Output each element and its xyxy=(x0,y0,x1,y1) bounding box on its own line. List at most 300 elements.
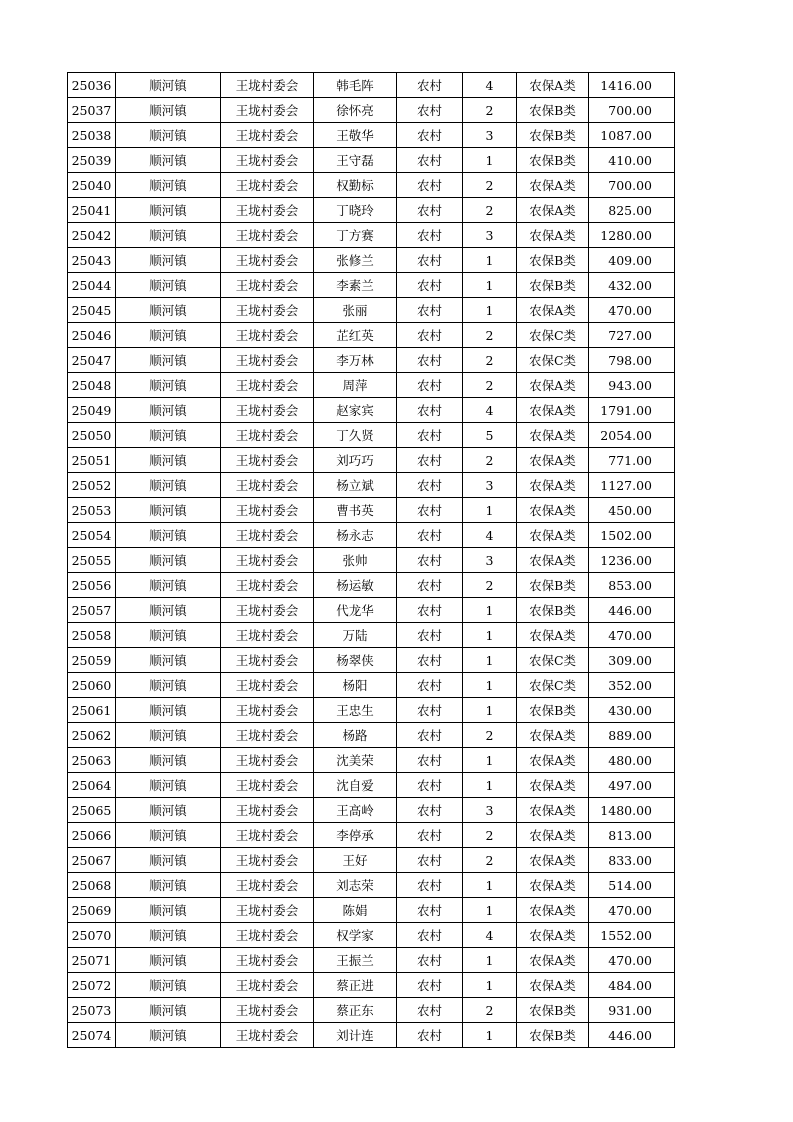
person-name-cell: 徐怀亮 xyxy=(314,98,397,123)
table-row xyxy=(68,648,675,673)
table-row xyxy=(68,123,675,148)
household-count-cell: 2 xyxy=(463,173,517,198)
insurance-category-cell: 农保A类 xyxy=(517,848,589,873)
town-cell: 顺河镇 xyxy=(116,598,221,623)
table-row xyxy=(68,773,675,798)
person-name-cell: 张帅 xyxy=(314,548,397,573)
amount-cell: 432.00 xyxy=(589,273,675,298)
record-id-cell: 25053 xyxy=(68,498,116,523)
area-type-cell: 农村 xyxy=(397,298,463,323)
insurance-category-cell: 农保A类 xyxy=(517,823,589,848)
amount-cell: 470.00 xyxy=(589,623,675,648)
person-name-cell: 刘志荣 xyxy=(314,873,397,898)
area-type-cell: 农村 xyxy=(397,523,463,548)
insurance-category-cell: 农保B类 xyxy=(517,698,589,723)
village-committee-cell: 王垅村委会 xyxy=(221,423,314,448)
household-count-cell: 2 xyxy=(463,348,517,373)
record-id-cell: 25057 xyxy=(68,598,116,623)
town-cell: 顺河镇 xyxy=(116,523,221,548)
household-count-cell: 2 xyxy=(463,848,517,873)
town-cell: 顺河镇 xyxy=(116,848,221,873)
village-committee-cell: 王垅村委会 xyxy=(221,673,314,698)
town-cell: 顺河镇 xyxy=(116,448,221,473)
town-cell: 顺河镇 xyxy=(116,998,221,1023)
person-name-cell: 刘巧巧 xyxy=(314,448,397,473)
table-row xyxy=(68,923,675,948)
area-type-cell: 农村 xyxy=(397,623,463,648)
insurance-category-cell: 农保B类 xyxy=(517,273,589,298)
village-committee-cell: 王垅村委会 xyxy=(221,373,314,398)
insurance-category-cell: 农保A类 xyxy=(517,548,589,573)
town-cell: 顺河镇 xyxy=(116,898,221,923)
record-id-cell: 25049 xyxy=(68,398,116,423)
insurance-category-cell: 农保A类 xyxy=(517,423,589,448)
amount-cell: 825.00 xyxy=(589,198,675,223)
village-committee-cell: 王垅村委会 xyxy=(221,998,314,1023)
record-id-cell: 25042 xyxy=(68,223,116,248)
table-row xyxy=(68,998,675,1023)
town-cell: 顺河镇 xyxy=(116,798,221,823)
insurance-category-cell: 农保B类 xyxy=(517,123,589,148)
area-type-cell: 农村 xyxy=(397,798,463,823)
household-count-cell: 4 xyxy=(463,73,517,98)
village-committee-cell: 王垅村委会 xyxy=(221,198,314,223)
record-id-cell: 25043 xyxy=(68,248,116,273)
village-committee-cell: 王垅村委会 xyxy=(221,973,314,998)
village-committee-cell: 王垅村委会 xyxy=(221,948,314,973)
amount-cell: 1416.00 xyxy=(589,73,675,98)
town-cell: 顺河镇 xyxy=(116,123,221,148)
insurance-category-cell: 农保A类 xyxy=(517,923,589,948)
table-row xyxy=(68,798,675,823)
insurance-category-cell: 农保B类 xyxy=(517,998,589,1023)
village-committee-cell: 王垅村委会 xyxy=(221,773,314,798)
area-type-cell: 农村 xyxy=(397,223,463,248)
table-row xyxy=(68,623,675,648)
person-name-cell: 王忠生 xyxy=(314,698,397,723)
town-cell: 顺河镇 xyxy=(116,873,221,898)
person-name-cell: 芷红英 xyxy=(314,323,397,348)
record-id-cell: 25046 xyxy=(68,323,116,348)
amount-cell: 309.00 xyxy=(589,648,675,673)
record-id-cell: 25067 xyxy=(68,848,116,873)
area-type-cell: 农村 xyxy=(397,348,463,373)
insurance-category-cell: 农保B类 xyxy=(517,598,589,623)
insurance-category-cell: 农保B类 xyxy=(517,573,589,598)
town-cell: 顺河镇 xyxy=(116,948,221,973)
area-type-cell: 农村 xyxy=(397,173,463,198)
record-id-cell: 25068 xyxy=(68,873,116,898)
record-id-cell: 25052 xyxy=(68,473,116,498)
table-row xyxy=(68,973,675,998)
town-cell: 顺河镇 xyxy=(116,198,221,223)
village-committee-cell: 王垅村委会 xyxy=(221,873,314,898)
amount-cell: 771.00 xyxy=(589,448,675,473)
area-type-cell: 农村 xyxy=(397,648,463,673)
village-committee-cell: 王垅村委会 xyxy=(221,723,314,748)
table-row xyxy=(68,523,675,548)
town-cell: 顺河镇 xyxy=(116,548,221,573)
household-count-cell: 3 xyxy=(463,798,517,823)
area-type-cell: 农村 xyxy=(397,498,463,523)
household-count-cell: 2 xyxy=(463,98,517,123)
household-count-cell: 3 xyxy=(463,548,517,573)
insurance-category-cell: 农保A类 xyxy=(517,723,589,748)
town-cell: 顺河镇 xyxy=(116,498,221,523)
person-name-cell: 杨运敏 xyxy=(314,573,397,598)
record-id-cell: 25066 xyxy=(68,823,116,848)
amount-cell: 727.00 xyxy=(589,323,675,348)
person-name-cell: 代龙华 xyxy=(314,598,397,623)
person-name-cell: 王敬华 xyxy=(314,123,397,148)
household-count-cell: 2 xyxy=(463,323,517,348)
amount-cell: 470.00 xyxy=(589,298,675,323)
table-row xyxy=(68,448,675,473)
household-count-cell: 4 xyxy=(463,523,517,548)
amount-cell: 931.00 xyxy=(589,998,675,1023)
table-row xyxy=(68,398,675,423)
village-committee-cell: 王垅村委会 xyxy=(221,573,314,598)
household-count-cell: 1 xyxy=(463,773,517,798)
household-count-cell: 2 xyxy=(463,723,517,748)
table-row xyxy=(68,548,675,573)
amount-cell: 813.00 xyxy=(589,823,675,848)
table-row xyxy=(68,898,675,923)
area-type-cell: 农村 xyxy=(397,323,463,348)
person-name-cell: 周萍 xyxy=(314,373,397,398)
record-id-cell: 25055 xyxy=(68,548,116,573)
table-body xyxy=(68,73,675,1048)
table-row xyxy=(68,98,675,123)
person-name-cell: 王好 xyxy=(314,848,397,873)
insurance-category-cell: 农保A类 xyxy=(517,873,589,898)
household-count-cell: 2 xyxy=(463,573,517,598)
table-row xyxy=(68,373,675,398)
area-type-cell: 农村 xyxy=(397,148,463,173)
amount-cell: 514.00 xyxy=(589,873,675,898)
person-name-cell: 蔡正进 xyxy=(314,973,397,998)
insurance-category-cell: 农保A类 xyxy=(517,948,589,973)
record-id-cell: 25041 xyxy=(68,198,116,223)
town-cell: 顺河镇 xyxy=(116,223,221,248)
table-row xyxy=(68,873,675,898)
village-committee-cell: 王垅村委会 xyxy=(221,698,314,723)
table-row xyxy=(68,423,675,448)
record-id-cell: 25036 xyxy=(68,73,116,98)
household-count-cell: 1 xyxy=(463,873,517,898)
table-row xyxy=(68,698,675,723)
insurance-category-cell: 农保A类 xyxy=(517,173,589,198)
household-count-cell: 1 xyxy=(463,498,517,523)
area-type-cell: 农村 xyxy=(397,898,463,923)
insurance-category-cell: 农保A类 xyxy=(517,473,589,498)
table-row xyxy=(68,598,675,623)
town-cell: 顺河镇 xyxy=(116,148,221,173)
insurance-category-cell: 农保A类 xyxy=(517,623,589,648)
village-committee-cell: 王垅村委会 xyxy=(221,398,314,423)
household-count-cell: 3 xyxy=(463,123,517,148)
record-id-cell: 25065 xyxy=(68,798,116,823)
record-id-cell: 25073 xyxy=(68,998,116,1023)
table-row xyxy=(68,573,675,598)
person-name-cell: 沈自爱 xyxy=(314,773,397,798)
amount-cell: 1280.00 xyxy=(589,223,675,248)
person-name-cell: 丁晓玲 xyxy=(314,198,397,223)
amount-cell: 700.00 xyxy=(589,173,675,198)
household-count-cell: 1 xyxy=(463,973,517,998)
household-count-cell: 1 xyxy=(463,898,517,923)
insurance-category-cell: 农保C类 xyxy=(517,323,589,348)
household-count-cell: 2 xyxy=(463,448,517,473)
record-id-cell: 25061 xyxy=(68,698,116,723)
village-committee-cell: 王垅村委会 xyxy=(221,548,314,573)
village-committee-cell: 王垅村委会 xyxy=(221,748,314,773)
town-cell: 顺河镇 xyxy=(116,273,221,298)
town-cell: 顺河镇 xyxy=(116,748,221,773)
village-committee-cell: 王垅村委会 xyxy=(221,123,314,148)
record-id-cell: 25054 xyxy=(68,523,116,548)
household-count-cell: 1 xyxy=(463,298,517,323)
amount-cell: 943.00 xyxy=(589,373,675,398)
household-count-cell: 1 xyxy=(463,748,517,773)
insurance-category-cell: 农保A类 xyxy=(517,773,589,798)
record-id-cell: 25044 xyxy=(68,273,116,298)
village-committee-cell: 王垅村委会 xyxy=(221,173,314,198)
town-cell: 顺河镇 xyxy=(116,173,221,198)
household-count-cell: 2 xyxy=(463,998,517,1023)
table-row xyxy=(68,298,675,323)
insurance-category-cell: 农保A类 xyxy=(517,398,589,423)
amount-cell: 1791.00 xyxy=(589,398,675,423)
household-count-cell: 1 xyxy=(463,648,517,673)
area-type-cell: 农村 xyxy=(397,398,463,423)
insurance-category-cell: 农保B类 xyxy=(517,98,589,123)
table-row xyxy=(68,473,675,498)
record-id-cell: 25059 xyxy=(68,648,116,673)
area-type-cell: 农村 xyxy=(397,373,463,398)
household-count-cell: 1 xyxy=(463,1023,517,1048)
amount-cell: 889.00 xyxy=(589,723,675,748)
person-name-cell: 刘计连 xyxy=(314,1023,397,1048)
area-type-cell: 农村 xyxy=(397,848,463,873)
village-committee-cell: 王垅村委会 xyxy=(221,98,314,123)
village-committee-cell: 王垅村委会 xyxy=(221,323,314,348)
town-cell: 顺河镇 xyxy=(116,323,221,348)
town-cell: 顺河镇 xyxy=(116,398,221,423)
record-id-cell: 25064 xyxy=(68,773,116,798)
town-cell: 顺河镇 xyxy=(116,373,221,398)
table-row xyxy=(68,823,675,848)
amount-cell: 497.00 xyxy=(589,773,675,798)
insurance-category-cell: 农保A类 xyxy=(517,748,589,773)
household-count-cell: 3 xyxy=(463,223,517,248)
area-type-cell: 农村 xyxy=(397,748,463,773)
household-count-cell: 3 xyxy=(463,473,517,498)
village-committee-cell: 王垅村委会 xyxy=(221,223,314,248)
insurance-category-cell: 农保A类 xyxy=(517,223,589,248)
amount-cell: 470.00 xyxy=(589,948,675,973)
household-count-cell: 4 xyxy=(463,923,517,948)
insurance-category-cell: 农保B类 xyxy=(517,248,589,273)
area-type-cell: 农村 xyxy=(397,823,463,848)
record-id-cell: 25070 xyxy=(68,923,116,948)
record-id-cell: 25050 xyxy=(68,423,116,448)
person-name-cell: 杨路 xyxy=(314,723,397,748)
town-cell: 顺河镇 xyxy=(116,73,221,98)
household-count-cell: 1 xyxy=(463,273,517,298)
record-id-cell: 25072 xyxy=(68,973,116,998)
record-id-cell: 25045 xyxy=(68,298,116,323)
insurance-category-cell: 农保A类 xyxy=(517,298,589,323)
person-name-cell: 沈美荣 xyxy=(314,748,397,773)
table-row xyxy=(68,348,675,373)
table-row xyxy=(68,848,675,873)
person-name-cell: 王守磊 xyxy=(314,148,397,173)
record-id-cell: 25063 xyxy=(68,748,116,773)
area-type-cell: 农村 xyxy=(397,198,463,223)
record-table xyxy=(67,72,675,1048)
village-committee-cell: 王垅村委会 xyxy=(221,898,314,923)
insurance-category-cell: 农保C类 xyxy=(517,348,589,373)
record-id-cell: 25071 xyxy=(68,948,116,973)
amount-cell: 446.00 xyxy=(589,598,675,623)
record-id-cell: 25062 xyxy=(68,723,116,748)
insurance-category-cell: 农保A类 xyxy=(517,973,589,998)
record-id-cell: 25040 xyxy=(68,173,116,198)
area-type-cell: 农村 xyxy=(397,973,463,998)
amount-cell: 853.00 xyxy=(589,573,675,598)
insurance-category-cell: 农保A类 xyxy=(517,198,589,223)
household-count-cell: 1 xyxy=(463,673,517,698)
record-id-cell: 25037 xyxy=(68,98,116,123)
person-name-cell: 丁方赛 xyxy=(314,223,397,248)
insurance-category-cell: 农保B类 xyxy=(517,1023,589,1048)
amount-cell: 1480.00 xyxy=(589,798,675,823)
person-name-cell: 张修兰 xyxy=(314,248,397,273)
record-id-cell: 25038 xyxy=(68,123,116,148)
table-row xyxy=(68,1023,675,1048)
person-name-cell: 权勤标 xyxy=(314,173,397,198)
table-row xyxy=(68,323,675,348)
amount-cell: 410.00 xyxy=(589,148,675,173)
household-count-cell: 1 xyxy=(463,148,517,173)
person-name-cell: 李万林 xyxy=(314,348,397,373)
person-name-cell: 万陆 xyxy=(314,623,397,648)
area-type-cell: 农村 xyxy=(397,923,463,948)
table-row xyxy=(68,723,675,748)
area-type-cell: 农村 xyxy=(397,723,463,748)
area-type-cell: 农村 xyxy=(397,873,463,898)
village-committee-cell: 王垅村委会 xyxy=(221,448,314,473)
person-name-cell: 韩毛阵 xyxy=(314,73,397,98)
table-row xyxy=(68,673,675,698)
town-cell: 顺河镇 xyxy=(116,973,221,998)
amount-cell: 833.00 xyxy=(589,848,675,873)
household-count-cell: 1 xyxy=(463,948,517,973)
table-row xyxy=(68,948,675,973)
town-cell: 顺河镇 xyxy=(116,98,221,123)
town-cell: 顺河镇 xyxy=(116,248,221,273)
person-name-cell: 丁久贤 xyxy=(314,423,397,448)
town-cell: 顺河镇 xyxy=(116,673,221,698)
table-row xyxy=(68,223,675,248)
person-name-cell: 蔡正东 xyxy=(314,998,397,1023)
town-cell: 顺河镇 xyxy=(116,298,221,323)
person-name-cell: 陈娟 xyxy=(314,898,397,923)
area-type-cell: 农村 xyxy=(397,123,463,148)
town-cell: 顺河镇 xyxy=(116,348,221,373)
area-type-cell: 农村 xyxy=(397,998,463,1023)
insurance-category-cell: 农保A类 xyxy=(517,448,589,473)
village-committee-cell: 王垅村委会 xyxy=(221,598,314,623)
household-count-cell: 2 xyxy=(463,823,517,848)
village-committee-cell: 王垅村委会 xyxy=(221,73,314,98)
town-cell: 顺河镇 xyxy=(116,573,221,598)
amount-cell: 1236.00 xyxy=(589,548,675,573)
area-type-cell: 农村 xyxy=(397,73,463,98)
town-cell: 顺河镇 xyxy=(116,923,221,948)
insurance-category-cell: 农保A类 xyxy=(517,898,589,923)
amount-cell: 700.00 xyxy=(589,98,675,123)
area-type-cell: 农村 xyxy=(397,448,463,473)
village-committee-cell: 王垅村委会 xyxy=(221,823,314,848)
village-committee-cell: 王垅村委会 xyxy=(221,273,314,298)
village-committee-cell: 王垅村委会 xyxy=(221,348,314,373)
person-name-cell: 权学家 xyxy=(314,923,397,948)
table-row xyxy=(68,73,675,98)
amount-cell: 470.00 xyxy=(589,898,675,923)
record-id-cell: 25056 xyxy=(68,573,116,598)
record-id-cell: 25074 xyxy=(68,1023,116,1048)
household-count-cell: 4 xyxy=(463,398,517,423)
area-type-cell: 农村 xyxy=(397,673,463,698)
town-cell: 顺河镇 xyxy=(116,773,221,798)
village-committee-cell: 王垅村委会 xyxy=(221,798,314,823)
area-type-cell: 农村 xyxy=(397,698,463,723)
area-type-cell: 农村 xyxy=(397,948,463,973)
town-cell: 顺河镇 xyxy=(116,823,221,848)
record-id-cell: 25069 xyxy=(68,898,116,923)
household-count-cell: 2 xyxy=(463,373,517,398)
table-row xyxy=(68,273,675,298)
amount-cell: 798.00 xyxy=(589,348,675,373)
record-id-cell: 25058 xyxy=(68,623,116,648)
person-name-cell: 李停承 xyxy=(314,823,397,848)
household-count-cell: 1 xyxy=(463,623,517,648)
village-committee-cell: 王垅村委会 xyxy=(221,848,314,873)
village-committee-cell: 王垅村委会 xyxy=(221,648,314,673)
amount-cell: 1127.00 xyxy=(589,473,675,498)
village-committee-cell: 王垅村委会 xyxy=(221,923,314,948)
record-id-cell: 25051 xyxy=(68,448,116,473)
town-cell: 顺河镇 xyxy=(116,423,221,448)
area-type-cell: 农村 xyxy=(397,773,463,798)
area-type-cell: 农村 xyxy=(397,248,463,273)
village-committee-cell: 王垅村委会 xyxy=(221,498,314,523)
village-committee-cell: 王垅村委会 xyxy=(221,473,314,498)
insurance-category-cell: 农保A类 xyxy=(517,373,589,398)
area-type-cell: 农村 xyxy=(397,98,463,123)
insurance-category-cell: 农保C类 xyxy=(517,673,589,698)
person-name-cell: 王高岭 xyxy=(314,798,397,823)
village-committee-cell: 王垅村委会 xyxy=(221,623,314,648)
person-name-cell: 杨翠侠 xyxy=(314,648,397,673)
amount-cell: 446.00 xyxy=(589,1023,675,1048)
person-name-cell: 张丽 xyxy=(314,298,397,323)
insurance-category-cell: 农保C类 xyxy=(517,648,589,673)
household-count-cell: 1 xyxy=(463,598,517,623)
town-cell: 顺河镇 xyxy=(116,698,221,723)
